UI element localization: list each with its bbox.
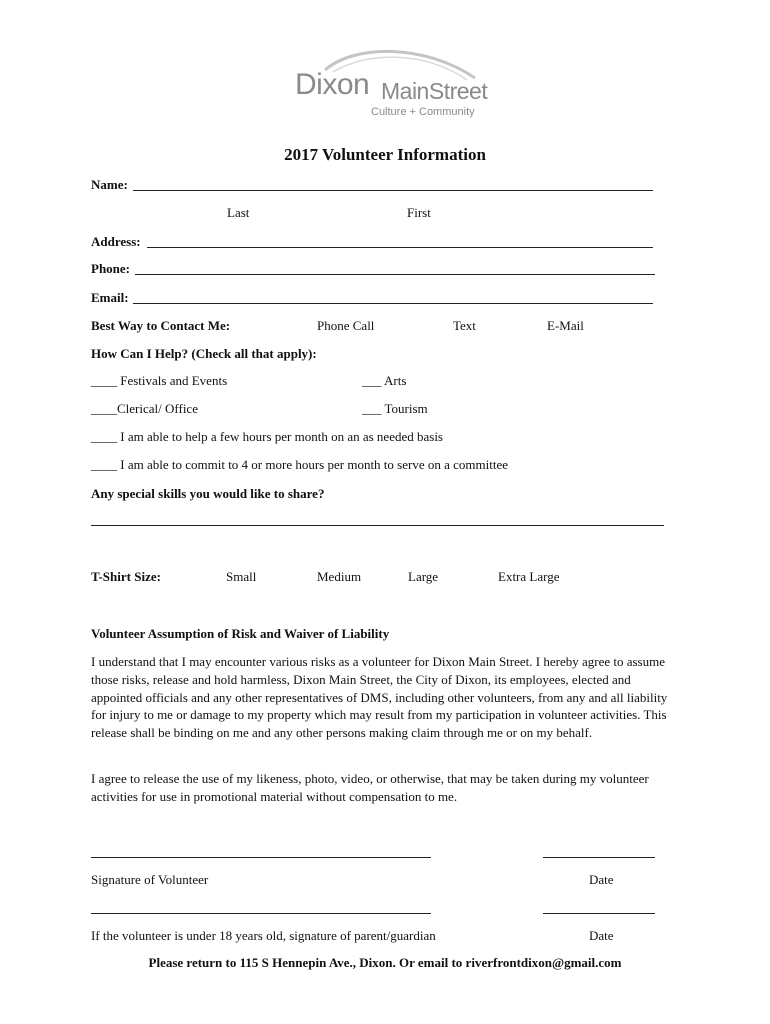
tshirt-size-label: T-Shirt Size: — [91, 569, 161, 584]
volunteer-signature-label: Signature of Volunteer — [91, 872, 209, 887]
name-field[interactable] — [133, 190, 653, 191]
contact-option-email[interactable]: E-Mail — [547, 318, 584, 333]
logo-brand-main: Dixon — [295, 68, 370, 101]
guardian-signature-label: If the volunteer is under 18 years old, signature of parent/guardian — [91, 928, 436, 943]
volunteer-date-line[interactable] — [543, 857, 655, 858]
help-option-arts[interactable]: ___ Arts — [362, 373, 407, 388]
waiver-paragraph-risk: I understand that I may encounter various risks as a volunteer for Dixon Main Street. I hereby agree to assume those risks, release and hold harmless, Dixon Main Street, the City of Dixon, its employees, elected and appointed officials and any other representatives of DMS, including other volunteers, from any and all liability for injury to me or damage to my property which may result from my participation in volunteer activities. This release shall be binding on me and any other persons making claim through me or on my behalf. — [91, 654, 668, 741]
volunteer-date-label: Date — [589, 872, 614, 887]
guardian-date-line[interactable] — [543, 913, 655, 914]
waiver-paragraph-likeness: I agree to release the use of my likeness, photo, video, or otherwise, that may be taken during my volunteer activities for use in promotional material without compensation to me. — [91, 771, 649, 804]
name-label: Name: — [91, 177, 128, 192]
address-field[interactable] — [147, 247, 653, 248]
phone-label: Phone: — [91, 261, 130, 276]
help-option-festivals[interactable]: ____ Festivals and Events — [91, 373, 228, 388]
last-name-caption: Last — [227, 205, 250, 220]
skills-label: Any special skills you would like to share? — [91, 486, 325, 501]
help-option-clerical[interactable]: ____Clerical/ Office — [91, 401, 198, 416]
tshirt-size-medium[interactable]: Medium — [317, 569, 362, 584]
first-name-caption: First — [407, 205, 431, 220]
help-option-few-hours[interactable]: ____ I am able to help a few hours per month on an as needed basis — [91, 429, 443, 444]
email-field[interactable] — [133, 303, 653, 304]
waiver-heading: Volunteer Assumption of Risk and Waiver of Liability — [91, 626, 390, 641]
volunteer-signature-line[interactable] — [91, 857, 431, 858]
phone-field[interactable] — [135, 274, 655, 275]
tshirt-size-small[interactable]: Small — [226, 569, 257, 584]
help-option-tourism[interactable]: ___ Tourism — [362, 401, 428, 416]
tshirt-size-large[interactable]: Large — [408, 569, 439, 584]
return-instructions: Please return to 115 S Hennepin Ave., Dixon. Or email to riverfrontdixon@gmail.com — [148, 955, 622, 970]
logo-brand-secondary: MainStreet — [381, 78, 488, 104]
guardian-signature-line[interactable] — [91, 913, 431, 914]
contact-method-label: Best Way to Contact Me: — [91, 318, 231, 333]
tshirt-size-extra-large[interactable]: Extra Large — [498, 569, 560, 584]
contact-option-text[interactable]: Text — [453, 318, 476, 333]
help-option-committee[interactable]: ____ I am able to commit to 4 or more hours per month to serve on a committee — [91, 457, 508, 472]
email-label: Email: — [91, 290, 129, 305]
address-label: Address: — [91, 234, 141, 249]
dixon-mainstreet-logo — [285, 48, 495, 128]
logo-tagline: Culture + Community — [371, 106, 475, 118]
contact-option-phone[interactable]: Phone Call — [317, 318, 375, 333]
guardian-date-label: Date — [589, 928, 614, 943]
help-label: How Can I Help? (Check all that apply): — [91, 346, 317, 361]
page-title: 2017 Volunteer Information — [284, 145, 486, 164]
skills-field[interactable] — [91, 525, 664, 526]
